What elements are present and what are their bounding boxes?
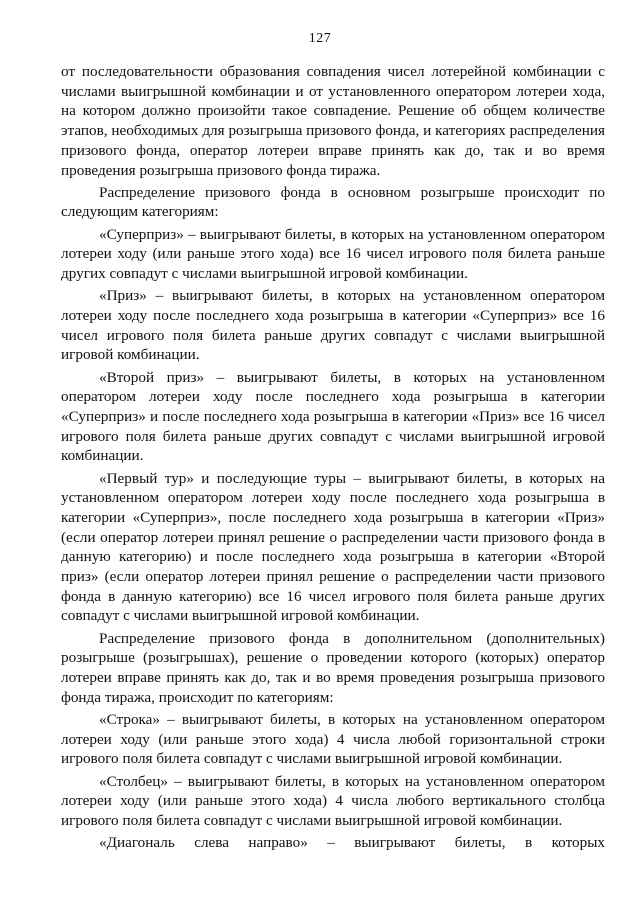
paragraph-continuation: от последовательности образования совпадения чисел лотерейной комбинации с числами выигрышной комбинации и от установленного оператором лотереи хода, на котором должно произойти такое совпадение. Решение об общем количестве этапов, необходимых для розыгрыша призового фонда, и категориях распределения призового фонда, оператор лотереи вправе принять как до, так и во время проведения розыгрыша призового фонда тиража. xyxy=(61,63,605,179)
paragraph-diagonal: «Диагональ слева направо» – выигрывают билеты, в которых xyxy=(99,834,605,852)
paragraph-superprize: «Суперприз» – выигрывают билеты, в которых на установленном оператором лотереи ходу (или раньше этого хода) все 16 чисел игрового поля билета раньше других совпадут с числами выигрышной игровой комбинации. xyxy=(61,225,605,283)
paragraph-additional-draw-intro: Распределение призового фонда в дополнительном (дополнительных) розыгрыше (розыгрышах), решение о проведении которого (которых) оператор лотереи вправе принять как до, так и во время проведения розыгрыша призового фонда тиража, происходит по категориям: xyxy=(61,629,605,706)
body-text xyxy=(61,62,605,855)
paragraph-second-prize: «Второй приз» – выигрывают билеты, в которых на установленном оператором лотереи ходу после последнего хода розыгрыша в категории «Суперприз» и после последнего хода розыгрыша в категории «Приз» все 16 чисел игрового поля билета раньше других совпадут с числами выигрышной игровой комбинации. xyxy=(61,368,605,465)
paragraph-row: «Строка» – выигрывают билеты, в которых на установленном оператором лотереи ходу (или раньше этого хода) 4 числа любой горизонтальной строки игрового поля билета совпадут с числами выигрышной игровой комбинации. xyxy=(61,711,605,768)
paragraph-prize: «Приз» – выигрывают билеты, в которых на установленном оператором лотереи ходу после последнего хода розыгрыша в категории «Суперприз» все 16 чисел игрового поля билета раньше других совпадут с числами выигрышной игровой комбинации. xyxy=(61,287,605,364)
paragraph-column: «Столбец» – выигрывают билеты, в которых на установленном оператором лотереи ходу (или раньше этого хода) 4 числа любого вертикального столбца игрового поля билета совпадут с числами выигрышной игровой комбинации. xyxy=(61,772,605,830)
paragraph-main-draw-intro: Распределение призового фонда в основном розыгрыше происходит по следующим категориям: xyxy=(61,183,605,221)
page-number: 127 xyxy=(308,31,332,46)
paragraph-first-round: «Первый тур» и последующие туры – выигрывают билеты, в которых на установленном оператором лотереи ходу после последнего хода розыгрыша в категории «Суперприз», после последнего хода розыгрыша в категории «Приз» (если оператор лотереи принял решение о распределении части призового фонда в данную категорию) и после последнего хода розыгрыша в категории «Второй приз» (если оператор лотереи принял решение о распределении части призового фонда в данную категорию) все 16 чисел игрового поля билета раньше других совпадут с числами выигрышной игровой комбинации. xyxy=(61,469,605,625)
